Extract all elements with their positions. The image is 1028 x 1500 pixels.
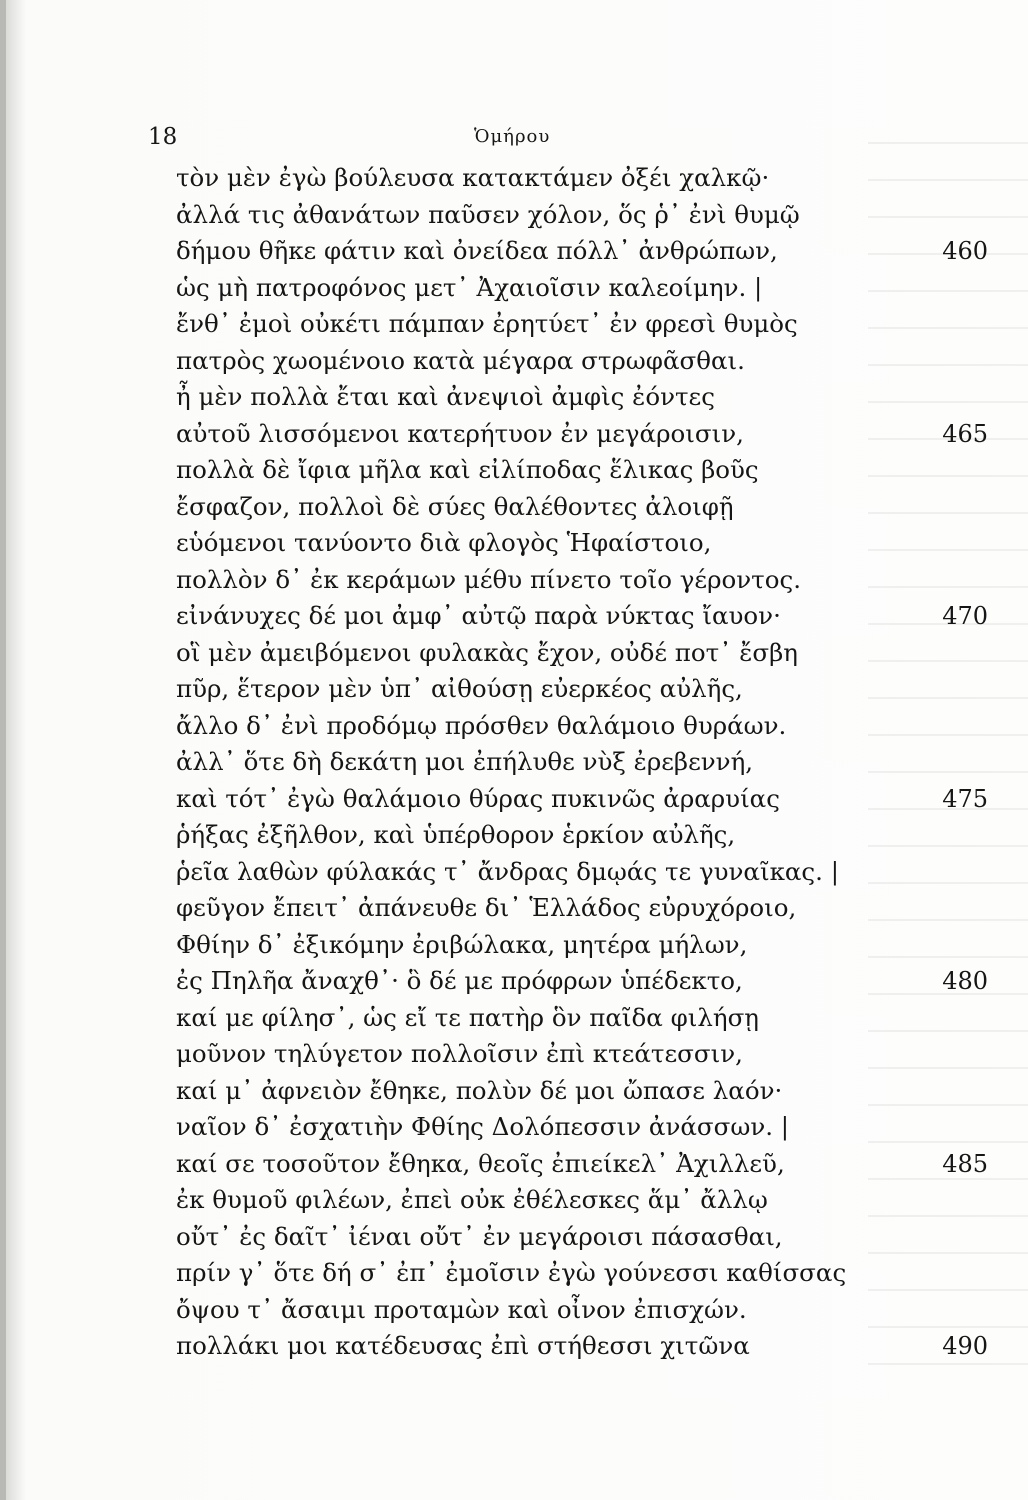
verse-text: καί σε τοσοῦτον ἔθηκα, θεοῖς ἐπιείκελ᾽ Ἀχιλλεῦ, [176,1148,785,1178]
verse-line [176,817,988,854]
verse-line [176,452,988,489]
verse-line [176,562,988,599]
verse-text: καί μ᾽ ἀφνειὸν ἔθηκε, πολὺν δέ μοι ὤπασε λαόν· [176,1075,783,1105]
verse-line [176,306,988,343]
verse-text: ῥεῖα λαθὼν φύλακάς τ᾽ ἄνδρας δμῳάς τε γυναῖκας. | [176,856,839,886]
verse-line [176,963,988,1000]
verse-line [176,854,988,891]
verse-line [176,197,988,234]
verse-text: πρίν γ᾽ ὅτε δή σ᾽ ἐπ᾽ ἐμοῖσιν ἐγὼ γούνεσσι καθίσσας [176,1258,847,1287]
verse-line [176,598,988,635]
verse-text: τὸν μὲν ἐγὼ βούλευσα κατακτάμεν ὀξέι χαλκῷ· [176,163,770,192]
verse-text: ἐκ θυμοῦ φιλέων, ἐπεὶ οὐκ ἐθέλεσκες ἅμ᾽ ἄλλῳ [176,1185,768,1214]
verse-text: ἔνθ᾽ ἐμοὶ οὐκέτι πάμπαν ἐρητύετ᾽ ἐν φρεσὶ θυμὸς [176,309,798,338]
verse-line [176,1292,988,1329]
verse-line [176,708,988,745]
page-edge-shadow [0,0,6,1500]
verse-text: ῥήξας ἐξῆλθον, καὶ ὑπέρθορον ἑρκίον αὐλῆς, [176,820,736,849]
verse-text: εἰνάνυχες δέ μοι ἀμφ᾽ αὐτῷ παρὰ νύκτας ἴαυον· [176,601,781,630]
verse-line [176,379,988,416]
verse-text: ὡς μὴ πατροφόνος μετ᾽ Ἀχαιοῖσιν καλεοίμην. | [176,272,763,302]
verse-text: μοῦνον τηλύγετον πολλοῖσιν ἐπὶ κτεάτεσσιν, [176,1039,743,1068]
verse-block [176,160,988,1365]
verse-text: ἄλλο δ᾽ ἐνὶ προδόμῳ πρόσθεν θαλάμοιο θυράων. [176,710,787,740]
verse-line [176,233,988,270]
verse-line [176,781,988,818]
verse-line [176,1146,988,1183]
verse-text: ἀλλά τις ἀθανάτων παῦσεν χόλον, ὅς ῥ᾽ ἐνὶ θυμῷ [176,199,800,229]
verse-text: πολλάκι μοι κατέδευσας ἐπὶ στήθεσσι χιτῶνα [176,1331,750,1360]
verse-line [176,1255,988,1292]
verse-text: καί με φίλησ᾽, ὡς εἴ τε πατὴρ ὃν παῖδα φιλήσῃ [176,1002,759,1032]
verse-text: καὶ τότ᾽ ἐγὼ θαλάμοιο θύρας πυκινῶς ἀραρυίας [176,783,780,813]
verse-line [176,927,988,964]
line-number: 485 [942,1149,988,1178]
verse-text: ἔσφαζον, πολλοὶ δὲ σύες θαλέθοντες ἀλοιφῇ [176,491,734,521]
verse-line [176,1073,988,1110]
verse-text: ἦ μὲν πολλὰ ἔται καὶ ἀνεψιοὶ ἀμφὶς ἐόντες [176,382,715,411]
line-number: 460 [942,237,988,265]
verse-text: ὄψου τ᾽ ἄσαιμι προταμὼν καὶ οἶνον ἐπισχών. [176,1294,747,1324]
verse-line [176,1219,988,1256]
verse-text: οὔτ᾽ ἐς δαῖτ᾽ ἰέναι οὔτ᾽ ἐν μεγάροισι πάσασθαι, [176,1221,783,1251]
verse-text: ἐς Πηλῆα ἄναχθ᾽· ὃ δέ με πρόφρων ὑπέδεκτο, [176,966,743,995]
verse-line [176,1109,988,1146]
page-number: 18 [148,124,178,150]
verse-text: Φθίην δ᾽ ἐξικόμην ἐριβώλακα, μητέρα μήλων, [176,929,748,959]
line-number: 465 [942,419,988,448]
verse-text: δήμου θῆκε φάτιν καὶ ὀνείδεα πόλλ᾽ ἀνθρώπων, [176,236,778,265]
verse-line [176,416,988,453]
verse-line [176,1000,988,1037]
verse-line [176,671,988,708]
verse-text: εὑόμενοι τανύοντο διὰ φλογὸς Ἡφαίστοιο, [176,528,712,557]
verse-text: πολλὸν δ᾽ ἐκ κεράμων μέθυ πίνετο τοῖο γέροντος. [176,564,801,594]
page-header [148,120,988,160]
verse-text: φεῦγον ἔπειτ᾽ ἀπάνευθε δι᾽ Ἑλλάδος εὐρυχόροιο, [176,893,797,922]
verse-line [176,343,988,380]
line-number: 470 [942,602,988,630]
line-number: 475 [942,784,988,813]
verse-line [176,744,988,781]
verse-line [176,160,988,197]
line-number: 490 [942,1332,988,1360]
verse-line [176,635,988,672]
verse-text: ἀλλ᾽ ὅτε δὴ δεκάτη μοι ἐπήλυθε νὺξ ἐρεβεννή, [176,747,754,776]
verse-line [176,489,988,526]
verse-line [176,1182,988,1219]
running-head: Ὁμήρου [474,126,551,147]
verse-text: ναῖον δ᾽ ἐσχατιὴν Φθίης Δολόπεσσιν ἀνάσσων. | [176,1112,790,1141]
verse-text: πῦρ, ἕτερον μὲν ὑπ᾽ αἰθούσῃ εὐερκέος αὐλῆς, [176,674,743,703]
verse-line [176,1036,988,1073]
verse-line [176,525,988,562]
verse-line [176,270,988,307]
verse-text: πολλὰ δὲ ἴφια μῆλα καὶ εἰλίποδας ἕλικας βοῦς [176,455,759,484]
verse-line [176,1328,988,1365]
line-number: 480 [942,967,988,995]
verse-text: οἳ μὲν ἀμειβόμενοι φυλακὰς ἔχον, οὐδέ ποτ᾽ ἔσβη [176,637,798,667]
verse-line [176,890,988,927]
verse-text: αὐτοῦ λισσόμενοι κατερήτυον ἐν μεγάροισιν, [176,418,744,448]
verse-text: πατρὸς χωομένοιο κατὰ μέγαρα στρωφᾶσθαι. [176,345,745,375]
